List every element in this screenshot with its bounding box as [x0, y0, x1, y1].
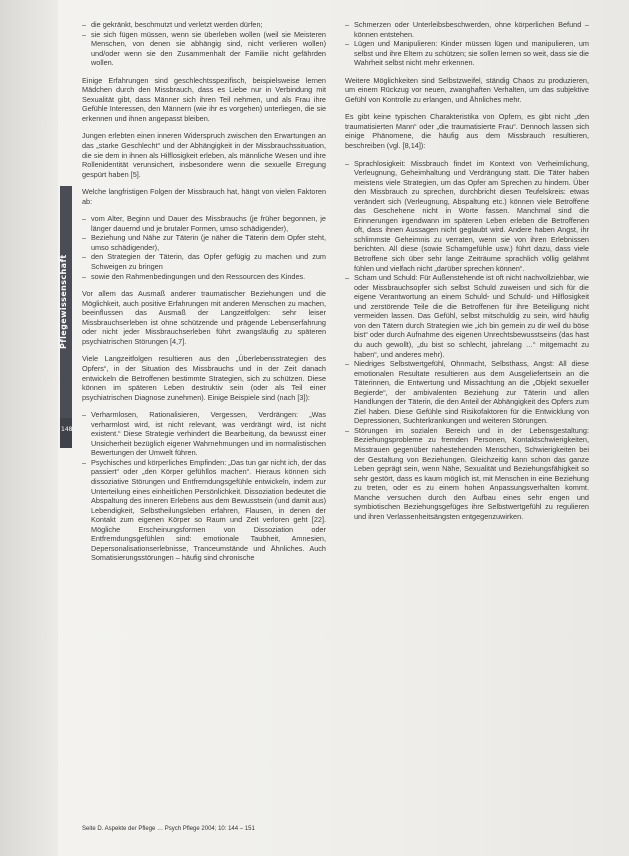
list-item: – Scham und Schuld: Für Außenstehende ist oft nicht nachvollziehbar, wie oder Missbrauchsopfer sich selbst Schuld zuweisen und sich für die eigene Verantwortung an einem Schuld- und Schuld- und Hilflosigkeit und zerstörende Teile die die Betroffenen für ihre Beteiligung nicht vermeiden lassen. Das Gefühl, selbst mitschuldig zu sein, wird häufig von den Tätern durch Strategien wie „ich bin gemein zu dir weil du böse bist“ oder durch Aufnahme des eigenen Unrechtsbewusstseins (das hast du auch gewollt), „du bist so schlecht, jahrelang …“ mitgemacht zu haben“, und anderes mehr). [354, 273, 589, 359]
paragraph: Weitere Möglichkeiten sind Selbstzweifel, ständig Chaos zu produzieren, um einem Rückzug vor neuen, zwanghaften Verhalten, um das subjektive Gefühl von Kontrolle zu erlangen, und Ähnliches mehr. [345, 75, 589, 104]
list-item: – Beziehung und Nähe zur Täterin (je näher die Täterin dem Opfer steht, umso schädigender), [91, 233, 326, 252]
paragraph: Jungen erlebten einen inneren Widerspruch zwischen den Erwartungen an das „starke Geschlecht“ und der Abhängigkeit in der Missbrauchssituation, die sie dem in ihnen als Hilflosigkeit erleben, als männliche Wesen und ihre Rollenidentität verunsichert, insbesondere wenn die sexuelle Erregung gespürt haben [5]. [82, 131, 326, 179]
list-item: – die gekränkt, beschmutzt und verletzt werden dürfen; [91, 20, 326, 30]
list-item: – Sprachlosigkeit: Missbrauch findet im Kontext von Verheimlichung, Verleugnung, Geheimhaltung und Verdrängung statt. Die Täter haben meistens viele Strategien, um das Opfer am Sprechen zu hindern. Über den Missbrauch zu sprechen, durchbricht diesen Teufelskreis: etwas verändert sich (Verleugnung, Abspaltung etc.) können viele Betroffene das Geschehene nicht in Worte fassen. Manchmal sind die Erinnerungen irgendwann im späteren Leben erleben die Betroffenen oft, dass ihnen Aussagen nicht geglaubt wird. Andere haben Angst, ihr schlimmste Geheimnis zu verraten, wenn sie von ihren Erlebnissen berichten. All diese (sowie Schamgefühle usw.) führt dazu, dass viele Betroffene sich über sehr lange Zeiträume sprachlich völlig gelähmt fühlen und vielfach nicht „darüber sprechen können“. [354, 159, 589, 274]
top-list [82, 20, 326, 68]
list-item: – vom Alter, Beginn und Dauer des Missbrauchs (je früher begonnen, je länger dauernd und je brutaler Formen, umso schädigender), [91, 214, 326, 233]
binding-shadow [0, 0, 58, 856]
page-number: 148 [61, 426, 73, 433]
list-item: – sie sich fügen müssen, wenn sie überleben wollen (weil sie Meisteren Menschen, von denen sie abhängig sind, nicht verlieren wollen) und/oder wenn sie den Zusammenhalt der Familie nicht gefährden wollen. [91, 30, 326, 68]
factors-list [82, 214, 326, 281]
list-item: – Lügen und Manipulieren: Kinder müssen lügen und manipulieren, um selbst und ihre Eltern zu schützen; sie sollen lernen so weit, dass sie die Wahrheit selbst nicht mehr erkennen. [354, 39, 589, 68]
list-item: – den Strategien der Täterin, das Opfer gefügig zu machen und zum Schweigen zu bringen [91, 252, 326, 271]
phenomena-list [345, 159, 589, 522]
list-item: – Niedriges Selbstwertgefühl, Ohnmacht, Selbsthass, Angst: All diese emotionalen Resultate resultieren aus dem Ausgeliefertsein an die Täterinnen, die Entwertung und Missachtung an die „Objekt sexueller Begierde“, der ambivalenten Beziehung zur Täterin und allen Handlungen der Täterin, die den Anteil der Abhängigkeit des Opfers zum Ziel haben. Diese Gefühle sind Risikofaktoren für die Entwicklung von Depressionen, Suchterkrankungen und weiteren Störungen. [354, 359, 589, 426]
page-number-box [60, 418, 72, 448]
section-tab-label: Pflegewissenschaft [59, 254, 68, 350]
section-tab [60, 186, 72, 418]
paragraph: Welche langfristigen Folgen der Missbrauch hat, hängt von vielen Faktoren ab: [82, 187, 326, 206]
list-item: – Verharmlosen, Rationalisieren, Vergessen, Verdrängen: „Was verharmlost wird, ist nicht relevant, was verdrängt wird, ist nicht existent.“ Diese Strategie verhindert die Bearbeitung, da bewusst einer Unsicherheit bezüglich eigener Wahrnehmungen und im normalistischen Bewertungen der Umwelt führen. [91, 410, 326, 458]
top-list [345, 20, 589, 68]
list-item: – Störungen im sozialen Bereich und in der Lebensgestaltung: Beziehungsprobleme zu fremden Personen, Kontaktschwierigkeiten, Misstrauen gegenüber nahestehenden Menschen, Schwierigkeiten bei der Gestaltung von Beziehungen. Gleichzeitig kann schon das ganze Leben geprägt sein, wenn Nähe, Sexualität und Beziehungsfähigkeit so sehr gestört, dass es kaum möglich ist, mit Menschen in eine Beziehung zu treten, oder es zu einem hohen Anpassungsverhalten kommt. Manche versuchen durch den Aufbau eines sehr engen und symbiotischen Beziehungsgefüges ihre Selbstwertgefühl zu regulieren und ihren Verlassenheitsängsten entgegenzuwirken. [354, 426, 589, 521]
paragraph: Einige Erfahrungen sind geschlechtsspezifisch, beispielsweise lernen Mädchen durch den Missbrauch, dass es Liebe nur in Verbindung mit Sexualität gibt, dass Männer sich ihren Teil nehmen, und als Frau ihre Gefühle Interessen, den Männern (wie ihr es vorgehen) unterliegen, die sie erkennen und ihnen angepasst bleiben. [82, 75, 326, 123]
list-item: – sowie den Rahmenbedingungen und den Ressourcen des Kindes. [91, 272, 326, 282]
strategies-list [82, 410, 326, 563]
right-column [345, 20, 589, 529]
paragraph: Vor allem das Ausmaß anderer traumatischer Beziehungen und die Möglichkeit, auch positive Erfahrungen mit anderen Menschen zu machen, beeinflussen das Ausmaß der Langzeitfolgen: sehr leiser Missbrauchserleben ist ohne schützende und prägende Lebenserfahrung oder nicht jeder Missbrauchserleben führt zwangsläufig zu späteren psychiatrischen Störungen [4,7]. [82, 289, 326, 346]
paragraph: Es gibt keine typischen Charakteristika von Opfern, es gibt nicht „den traumatisierten Mann“ oder „die traumatisierte Frau“. Dennoch lassen sich einige Phänomene, die häufig aus dem Missbrauch resultieren, beschreiben (vgl. [8,14]): [345, 112, 589, 151]
paragraph: Viele Langzeitfolgen resultieren aus den „Überlebensstrategien des Opfers“, in der Situation des Missbrauchs und in der Zeit danach entwickeln die Betroffenen bestimmte Strategien, sich zu schützen. Diese können im späteren Leben destruktiv sein (oder als Teil einer psychiatrischen Diagnose zunehmen). Einige Beispiele sind (nach [3]): [82, 354, 326, 402]
left-column [82, 20, 326, 571]
list-item: – Schmerzen oder Unterleibsbeschwerden, ohne körperlichen Befund – können entstehen. [354, 20, 589, 39]
page-footer: Seite D. Aspekte der Pflege … Psych Pflege 2004; 10: 144 – 151 [82, 826, 255, 832]
list-item: – Psychisches und körperliches Empfinden: „Das tun gar nicht ich, der das passiert“ oder „den Körper gefühllos machen“. Hieraus können sich dissoziative Störungen und Entfremdungsgefühle entwickeln, indem zur Unterteilung eines einheitlichen Persönlichkeit. Dissoziation bedeutet die Abspaltung des inneren Erlebens aus dem Bewusstsein (und damit aus) Lebendigkeit, Selbstheilungsleben erfahren, Flausen, in denen der Kontakt zum eigenen Körper so Raum und Zeit verloren geht [22]. Mögliche Erscheinungsformen von Dissoziation oder Entfremdungsgefühlen sind: emotionale Taubheit, Amnesien, Depersonalisationserlebnisse, Tranceumstände und Ähnliches. Auch Somatisierungsstörungen – häufig sind chronische [91, 458, 326, 563]
